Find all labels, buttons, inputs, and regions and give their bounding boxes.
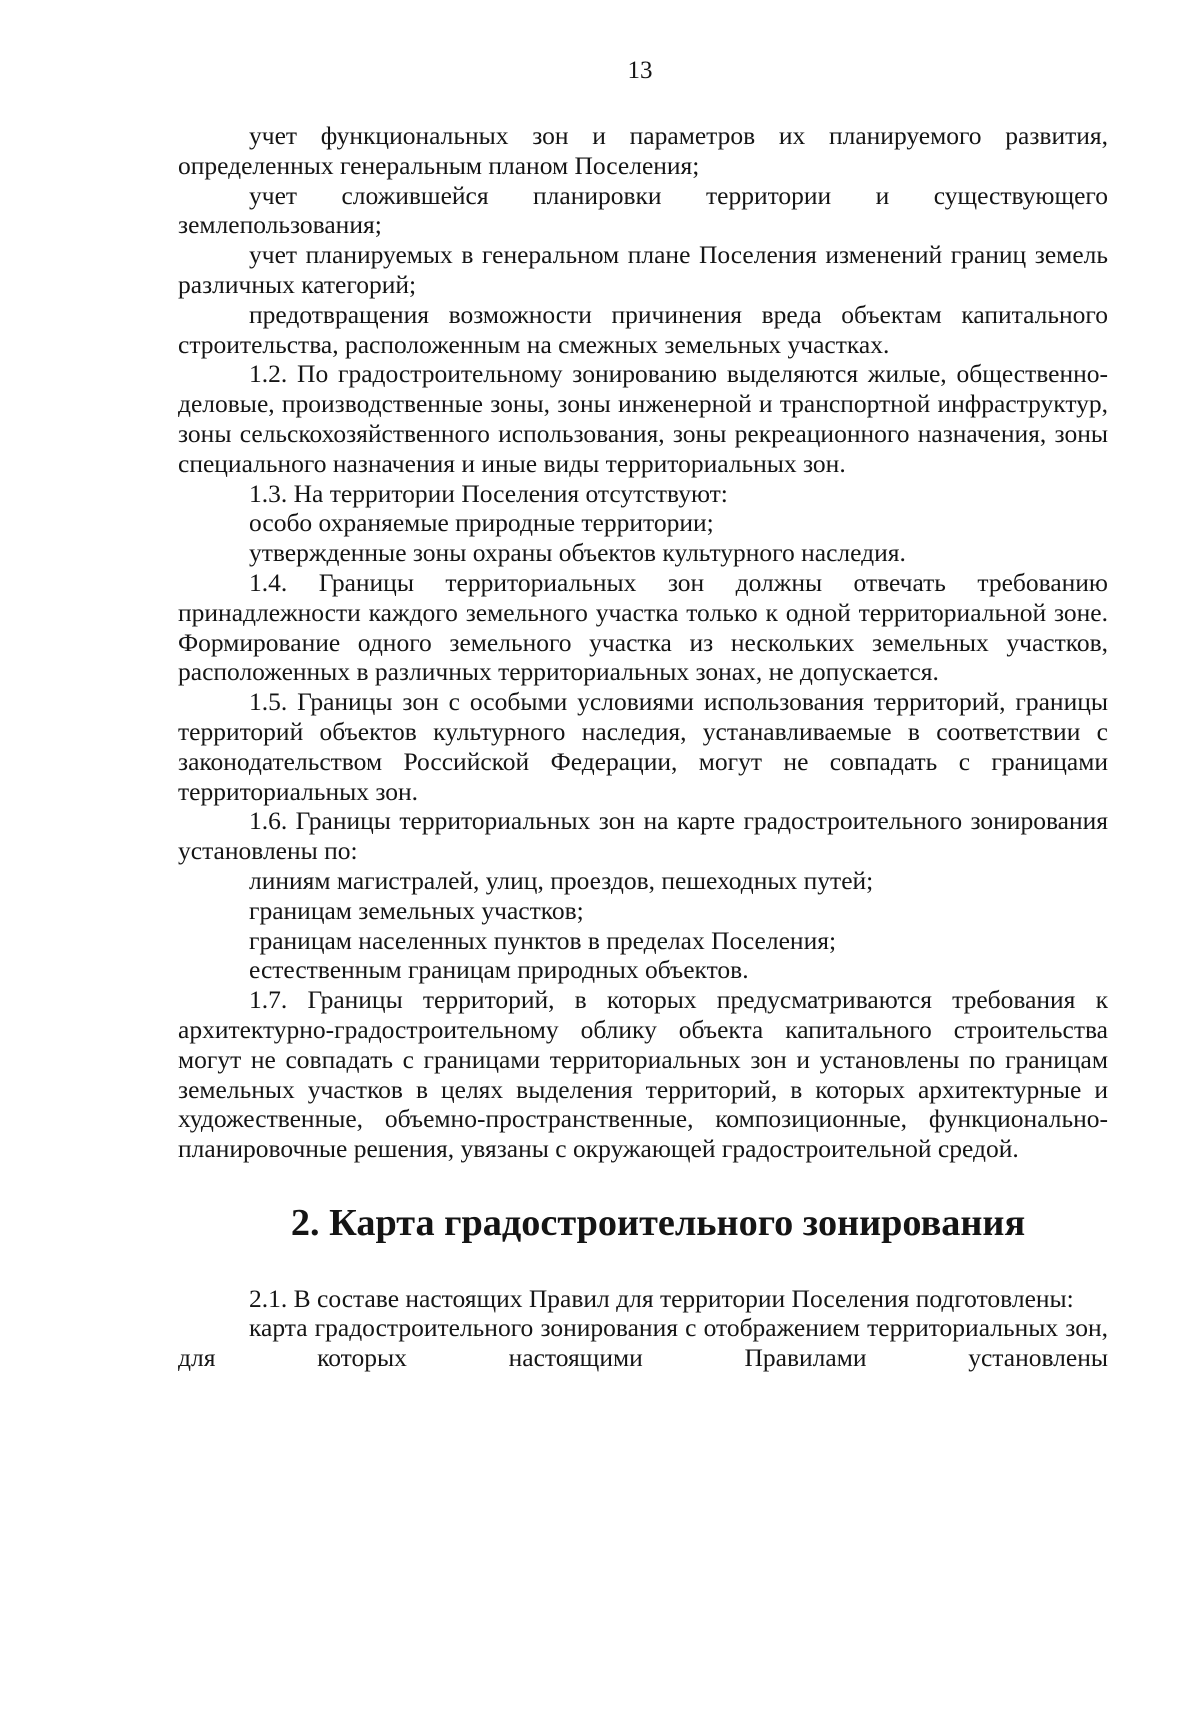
paragraph-harm-prevention: предотвращения возможности причинения вреда объектам капитального строительства, расположенным на смежных земельных участках. bbox=[178, 299, 1108, 359]
list-item-natural-borders: естественным границам природных объектов. bbox=[249, 955, 749, 985]
paragraph-1-7: 1.7. Границы территорий, в которых предусматриваются требования к архитектурно-градостроительному облику объекта капитального строительства могут не совпадать с границами территориальных зон и установлены по границам земельных участков в целях выделения территорий, в которых архитектурные и художественные, объемно-пространственные, композиционные, функционально-планировочные решения, увязаны с окружающей градостроительной средой. bbox=[178, 985, 1108, 1164]
list-item-street-lines: линиям магистралей, улиц, проездов, пешеходных путей; bbox=[249, 865, 874, 895]
paragraph-1-4: 1.4. Границы территориальных зон должны отвечать требованию принадлежности каждого земельного участка только к одной территориальной зоне. Формирование одного земельного участка из нескольких земельных участков, расположенных в различных территориальных зонах, не допускается. bbox=[178, 567, 1108, 687]
paragraph-zoning-map: карта градостроительного зонирования с отображением территориальных зон, для которых настоящими Правилами установлены bbox=[178, 1313, 1108, 1373]
section-heading: 2. Карта градостроительного зонирования bbox=[290, 1201, 1026, 1244]
paragraph-2-1: 2.1. В составе настоящих Правил для территории Поселения подготовлены: bbox=[249, 1283, 1074, 1313]
paragraph-existing-planning: учет сложившейся планировки территории и существующего землепользования; bbox=[178, 180, 1108, 240]
page-body bbox=[178, 121, 1108, 1373]
page-number: 13 bbox=[627, 57, 653, 84]
paragraph-planned-changes: учет планируемых в генеральном плане Поселения изменений границ земель различных категорий; bbox=[178, 240, 1108, 299]
list-item-heritage-zones: утвержденные зоны охраны объектов культурного наследия. bbox=[249, 538, 906, 568]
list-item-settlement-borders: границам населенных пунктов в пределах Поселения; bbox=[249, 925, 837, 955]
paragraph-1-5: 1.5. Границы зон с особыми условиями использования территорий, границы территорий объектов культурного наследия, устанавливаемые в соответствии с законодательством Российской Федерации, могут не совпадать с границами территориальных зон. bbox=[178, 687, 1108, 806]
paragraph-1-2: 1.2. По градостроительному зонированию выделяются жилые, общественно-деловые, производственные зоны, зоны инженерной и транспортной инфраструктур, зоны сельскохозяйственного использования, зоны рекреационного назначения, зоны специального назначения и иные виды территориальных зон. bbox=[178, 359, 1108, 478]
list-item-land-plot-borders: границам земельных участков; bbox=[249, 895, 584, 925]
paragraph-1-6: 1.6. Границы территориальных зон на карте градостроительного зонирования установлены по: bbox=[178, 806, 1108, 866]
list-item-protected-areas: особо охраняемые природные территории; bbox=[249, 508, 714, 538]
paragraph-functional-zones: учет функциональных зон и параметров их планируемого развития, определенных генеральным планом Поселения; bbox=[178, 121, 1108, 180]
paragraph-1-3: 1.3. На территории Поселения отсутствуют: bbox=[249, 478, 728, 508]
